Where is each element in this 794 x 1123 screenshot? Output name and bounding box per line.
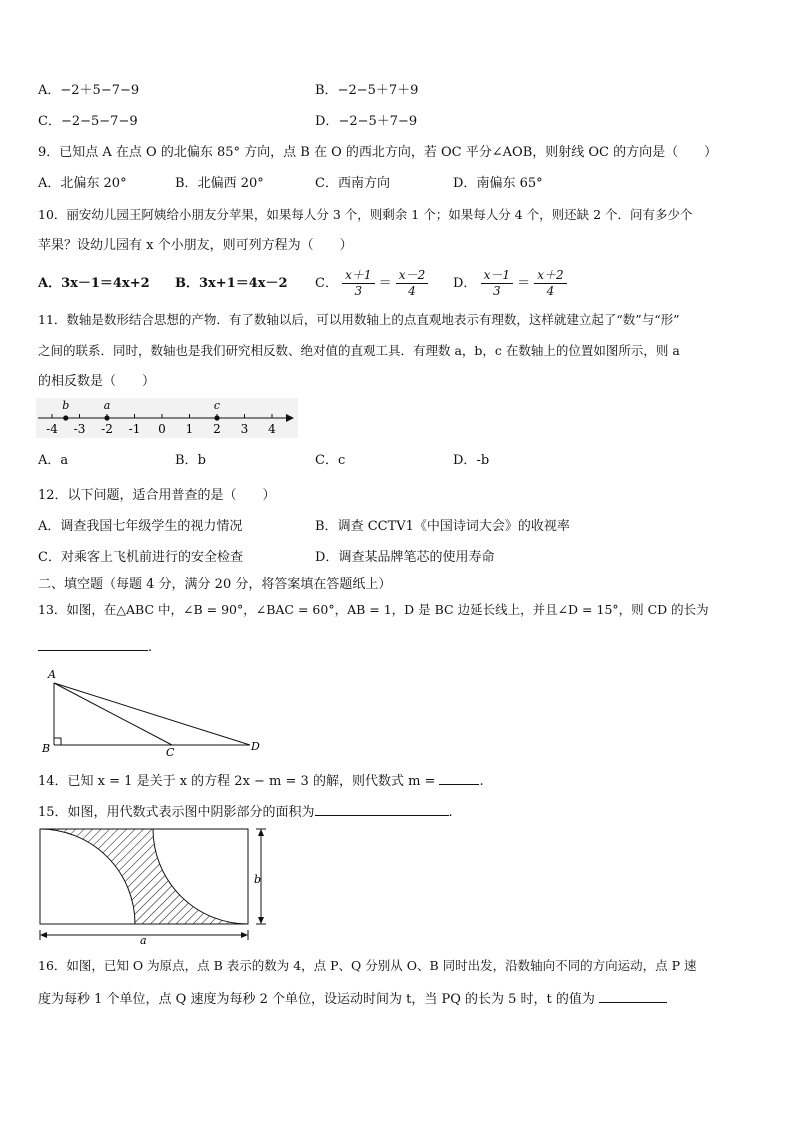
q10-option-a: A．3x－1＝4x+2 [38, 276, 150, 291]
q14-answer-blank[interactable] [439, 770, 479, 785]
point-label-c: c [213, 399, 221, 412]
prev-option-c: C．−2−5−7−9 [38, 114, 138, 129]
q11-line2: 之间的联系．同时，数轴也是我们研究相反数、绝对值的直观工具．有理数 a，b，c 在数轴上的位置如图所示，则 a [38, 343, 680, 358]
q12-option-b: B．调查 CCTV1《中国诗词大会》的收视率 [315, 519, 570, 534]
q14-line: 14．已知 x = 1 是关于 x 的方程 2x − m = 3 的解，则代数式 m = . [38, 770, 484, 791]
q13-stem: 13．如图，在△ABC 中，∠B = 90°，∠BAC = 60°，AB = 1，D 是 BC 边延长线上，并且∠D = 15°，则 CD 的长为 [38, 602, 709, 617]
point-label-a: a [103, 399, 111, 412]
q10-c-fraction-left: $\frac{x+1}{3}$ [342, 268, 374, 299]
axis-tick-label: 0 [158, 422, 166, 436]
q11-option-a: A．a [38, 453, 69, 468]
axis-tick-label: -1 [128, 422, 141, 436]
number-line-figure [36, 398, 298, 438]
q15-shaded-rectangle-figure [36, 826, 276, 946]
right-angle-mark-icon [54, 738, 61, 745]
shaded-region [40, 829, 248, 924]
point-a [104, 415, 109, 420]
q15-stem: 15．如图，用代数式表示图中阴影部分的面积为 [38, 805, 315, 820]
q11-option-b: B．b [175, 453, 206, 468]
segment-ac [54, 683, 172, 745]
q16-answer-blank[interactable] [599, 988, 667, 1003]
q15-answer-blank[interactable] [315, 801, 449, 816]
q14-stem: 14．已知 x = 1 是关于 x 的方程 2x − m = 3 的解，则代数式 m = [38, 774, 436, 789]
q12-stem: 12．以下问题，适合用普查的是（ ） [38, 488, 276, 503]
q11-option-c: C．c [315, 453, 346, 468]
q10-line2: 苹果？设幼儿园有 x 个小朋友，则可列方程为（ ） [38, 238, 353, 253]
axis-tick-label: 3 [240, 422, 249, 436]
axis-tick-label: -2 [101, 422, 113, 436]
q10-option-c: C． $\frac{x+1}{3}$ ＝ $\frac{x-2}{4}$ [315, 265, 428, 303]
label-b: B [42, 742, 51, 755]
q9-option-b: B．北偏西 20° [175, 176, 264, 191]
axis-tick-label: 1 [185, 422, 194, 436]
q16-line1: 16．如图，已知 O 为原点，点 B 表示的数为 4，点 P、Q 分别从 O、B 同时出发，沿数轴向不同的方向运动，点 P 速 [38, 958, 697, 973]
q9-option-d: D．南偏东 65° [453, 176, 543, 191]
section-fill-blank-title: 二、填空题（每题 4 分，满分 20 分，将答案填在答题纸上） [38, 577, 392, 592]
point-c [214, 415, 219, 420]
label-a: a [140, 934, 147, 946]
q16-line2 [38, 988, 667, 1009]
arrow-right-icon [241, 932, 248, 938]
q13-answer-line: . [38, 636, 152, 657]
q12-option-c: C．对乘客上飞机前进行的安全检查 [38, 550, 243, 565]
q10-option-d: D． $\frac{x-1}{3}$ ＝ $\frac{x+2}{4}$ [453, 265, 567, 303]
label-d: D [251, 740, 260, 753]
axis-tick-label: 4 [268, 422, 276, 436]
q11-option-d: D．-b [453, 453, 490, 468]
q15-line: 15．如图，用代数式表示图中阴影部分的面积为 . [38, 801, 453, 822]
label-a: A [48, 668, 56, 681]
q10-d-fraction-left: $\frac{x-1}{3}$ [481, 268, 513, 299]
q10-line1: 10．丽安幼儿园王阿姨给小朋友分苹果，如果每人分 3 个，则剩余 1 个；如果每人分 4 个，则还缺 2 个．问有多少个 [38, 207, 693, 222]
q11-line1: 11．数轴是数形结合思想的产物．有了数轴以后，可以用数轴上的点直观地表示有理数，这样就建立起了“数”与“形” [38, 312, 680, 327]
arrow-up-icon [258, 829, 264, 836]
q9-stem: 9．已知点 A 在点 O 的北偏东 85° 方向，点 B 在 O 的西北方向，若 OC 平分∠AOB，则射线 OC 的方向是（ ） [38, 145, 718, 160]
q10-c-fraction-right: $\frac{x-2}{4}$ [396, 268, 428, 299]
q13-triangle-figure [40, 668, 270, 758]
q12-option-a: A．调查我国七年级学生的视力情况 [38, 519, 243, 534]
arrow-left-icon [40, 932, 47, 938]
prev-option-a: A．−2＋5−7−9 [38, 83, 140, 98]
q11-line3: 的相反数是（ ） [38, 374, 156, 389]
point-label-b: b [62, 399, 70, 412]
label-b: b [254, 873, 262, 886]
q9-option-c: C．西南方向 [315, 176, 390, 191]
axis-tick-label: 2 [213, 422, 221, 436]
arrow-down-icon [258, 917, 264, 924]
segment-ad [54, 683, 250, 745]
label-c: C [166, 746, 175, 758]
q10-d-fraction-right: $\frac{x+2}{4}$ [534, 268, 566, 299]
axis-tick-label: -4 [46, 422, 58, 436]
q13-answer-blank[interactable] [38, 636, 148, 651]
q16-stem-end: 度为每秒 1 个单位，点 Q 速度为每秒 2 个单位，设运动时间为 t，当 PQ 的长为 5 时，t 的值为 [38, 992, 595, 1007]
prev-option-d: D．−2−5＋7−9 [315, 114, 418, 129]
q12-option-d: D．调查某品牌笔芯的使用寿命 [315, 550, 495, 565]
q9-option-a: A．北偏东 20° [38, 176, 127, 191]
point-b [63, 415, 68, 420]
prev-option-b: B．−2−5＋7＋9 [315, 83, 419, 98]
axis-tick-label: -3 [73, 422, 86, 436]
q10-option-b: B．3x+1＝4x－2 [175, 276, 288, 291]
